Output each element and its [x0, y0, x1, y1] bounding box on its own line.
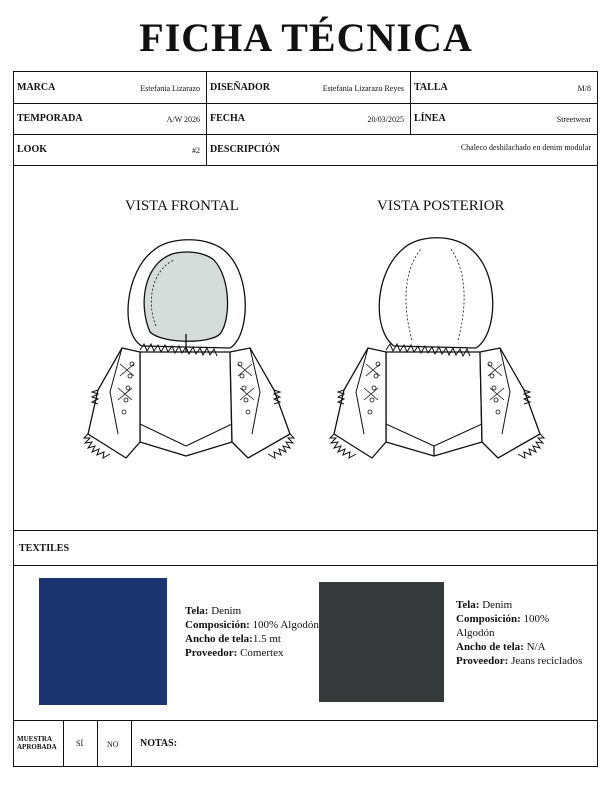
marca-label: MARCA	[17, 82, 56, 93]
tech-sheet	[13, 71, 598, 767]
disenador-label: DISEÑADOR	[210, 82, 271, 93]
fabric-2-comp: 100% Algodón	[456, 613, 550, 639]
page-title: FICHA TÉCNICA	[139, 15, 473, 60]
fecha-label: FECHA	[210, 113, 245, 124]
textiles-header	[14, 531, 597, 566]
fabric-1-tela-label: Tela:	[185, 605, 209, 617]
marca-value: Estefania Lizarazo	[140, 84, 200, 93]
fabric-2-ancho-label: Ancho de tela:	[456, 641, 524, 653]
fabric-2-prov-label: Proveedor:	[456, 655, 509, 667]
fabric-1-ancho: 1.5 mt	[252, 633, 281, 645]
fabric-1-tela: Denim	[211, 605, 242, 617]
descripcion-cell	[207, 134, 597, 165]
front-view-title: VISTA FRONTAL	[125, 198, 239, 214]
fabric-2-comp-label: Composición:	[456, 613, 521, 625]
si-label: SÍ	[76, 739, 84, 748]
no-label: NO	[107, 740, 119, 749]
fecha-value: 20/03/2025	[367, 115, 404, 124]
no-cell[interactable]	[98, 721, 132, 767]
fabric-2-tela-label: Tela:	[456, 599, 480, 611]
fabric-info-1	[185, 604, 325, 660]
notas-cell[interactable]	[132, 721, 597, 767]
notas-label: NOTAS:	[140, 738, 178, 749]
fabric-1-prov: Comertex	[240, 647, 284, 659]
linea-cell	[411, 103, 597, 134]
linea-value: Streetwear	[556, 115, 591, 124]
fabric-1-ancho-label: Ancho de tela:	[185, 633, 253, 645]
muestra-cell	[14, 721, 64, 767]
fabric-1-comp: 100% Algodón	[252, 619, 319, 631]
talla-label: TALLA	[414, 82, 448, 93]
back-view-title: VISTA POSTERIOR	[377, 198, 505, 214]
fabric-2-tela: Denim	[482, 599, 513, 611]
talla-value: M/8	[577, 84, 591, 93]
si-cell[interactable]	[64, 721, 98, 767]
footer-row	[14, 720, 597, 767]
muestra-label: MUESTRA APROBADA	[17, 735, 57, 751]
back-view-drawing	[328, 224, 548, 474]
header-row-1	[14, 72, 597, 104]
fabric-1-comp-label: Composición:	[185, 619, 250, 631]
fabric-swatch-1	[39, 578, 167, 705]
textiles-label: TEXTILES	[19, 543, 70, 554]
fabric-2-ancho: N/A	[526, 641, 546, 653]
descripcion-value: Chaleco deshilachado en denim modular	[460, 143, 591, 152]
descripcion-label: DESCRIPCIÓN	[210, 144, 281, 155]
views-section	[14, 166, 597, 531]
temporada-label: TEMPORADA	[17, 113, 83, 124]
look-label: LOOK	[17, 144, 48, 155]
linea-label: LÍNEA	[414, 113, 446, 124]
talla-cell	[411, 72, 597, 103]
front-view-drawing	[80, 224, 300, 474]
header-row-3	[14, 134, 597, 166]
disenador-value: Estefania Lizarazo Reyes	[322, 84, 404, 93]
fecha-cell	[207, 103, 411, 134]
temporada-value: A/W 2026	[166, 115, 200, 124]
disenador-cell	[207, 72, 411, 103]
marca-cell	[14, 72, 207, 103]
look-value: #2	[192, 146, 200, 155]
fabric-swatch-2	[319, 582, 444, 702]
fabric-info-2	[456, 598, 586, 668]
fabric-1-prov-label: Proveedor:	[185, 647, 238, 659]
look-cell	[14, 134, 207, 165]
temporada-cell	[14, 103, 207, 134]
header-row-2	[14, 103, 597, 135]
fabric-2-prov: Jeans reciclados	[511, 655, 583, 667]
